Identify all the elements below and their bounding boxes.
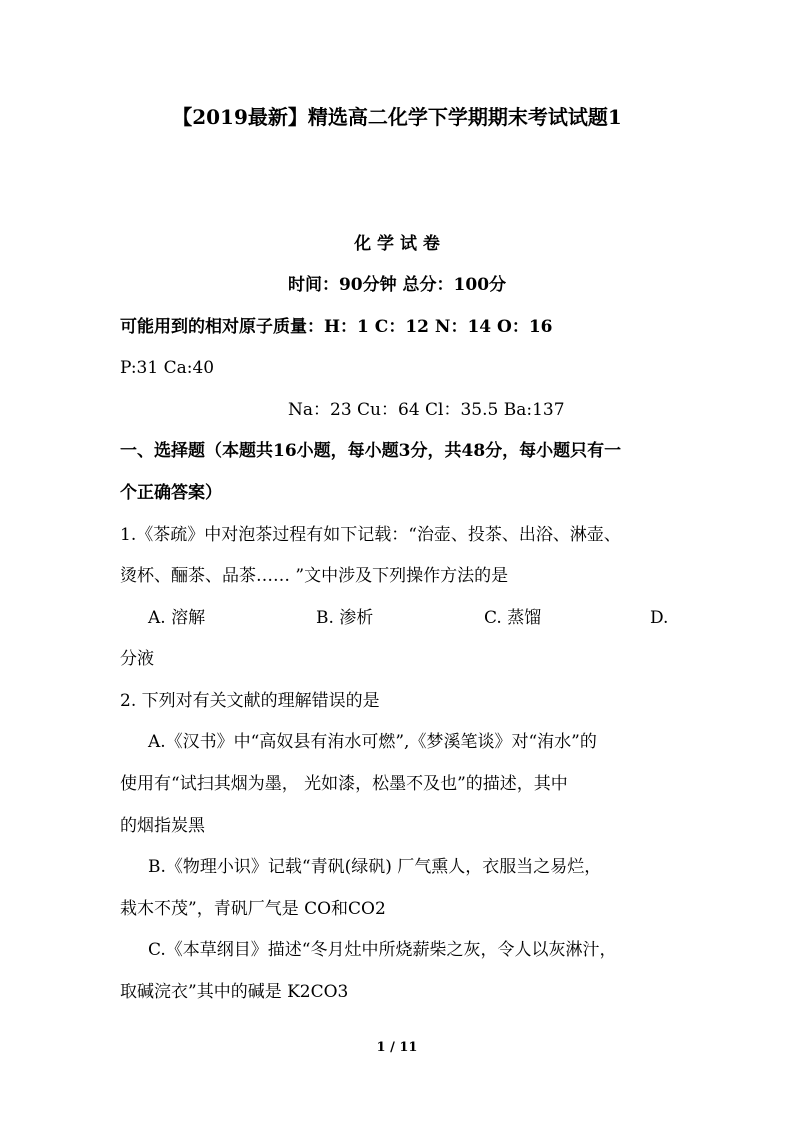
- exam-meta: 时间：90分钟 总分：100分: [287, 275, 507, 295]
- question-2-stem: 2. 下列对有关文献的理解错误的是: [120, 691, 380, 711]
- section-heading: 一、选择题（本题共16小题，每小题3分，共48分，每小题只有一: [120, 441, 622, 461]
- q1-option-c: C. 蒸馏: [484, 608, 542, 628]
- exam-heading: 化 学 试 卷: [354, 234, 440, 254]
- q2-option-a-cont: 使用有“试扫其烟为墨， 光如漆，松墨不及也”的描述，其中: [120, 774, 568, 794]
- question-1-stem-cont: 烫杯、酾茶、品茶…… ”文中涉及下列操作方法的是: [120, 566, 509, 586]
- q2-option-a-cont-2: 的烟指炭黑: [120, 816, 205, 836]
- q2-option-c: C.《本草纲目》描述“冬月灶中所烧薪柴之灰，令人以灰淋汁，: [148, 940, 617, 960]
- q1-option-d-text: 分液: [120, 649, 154, 669]
- document-title: 【2019最新】精选高二化学下学期期末考试试题1: [172, 105, 622, 129]
- q1-option-b: B. 渗析: [316, 608, 374, 628]
- q1-option-d: D.: [650, 608, 669, 628]
- q2-option-b-cont: 栽木不茂”，青矾厂气是 CO和CO2: [120, 899, 386, 919]
- q2-option-a: A.《汉书》中“高奴县有洧水可燃”,《梦溪笔谈》对“洧水”的: [148, 732, 597, 752]
- q2-option-c-cont: 取碱浣衣”其中的碱是 K2CO3: [120, 982, 349, 1002]
- page-number: 1 / 11: [376, 1040, 418, 1055]
- atomic-mass-line-1: 可能用到的相对原子质量：H：1 C：12 N：14 O：16: [120, 317, 553, 337]
- q1-option-a: A. 溶解: [148, 608, 206, 628]
- atomic-mass-line-2: P:31 Ca:40: [120, 358, 215, 378]
- section-heading-cont: 个正确答案）: [120, 483, 222, 503]
- atomic-mass-line-3: Na：23 Cu：64 Cl：35.5 Ba:137: [288, 400, 565, 420]
- question-1-stem: 1.《茶疏》中对泡茶过程有如下记载：“治壶、投茶、出浴、淋壶、: [120, 525, 621, 545]
- q2-option-b: B.《物理小识》记载“青矾(绿矾) 厂气熏人，衣服当之易烂，: [148, 857, 602, 877]
